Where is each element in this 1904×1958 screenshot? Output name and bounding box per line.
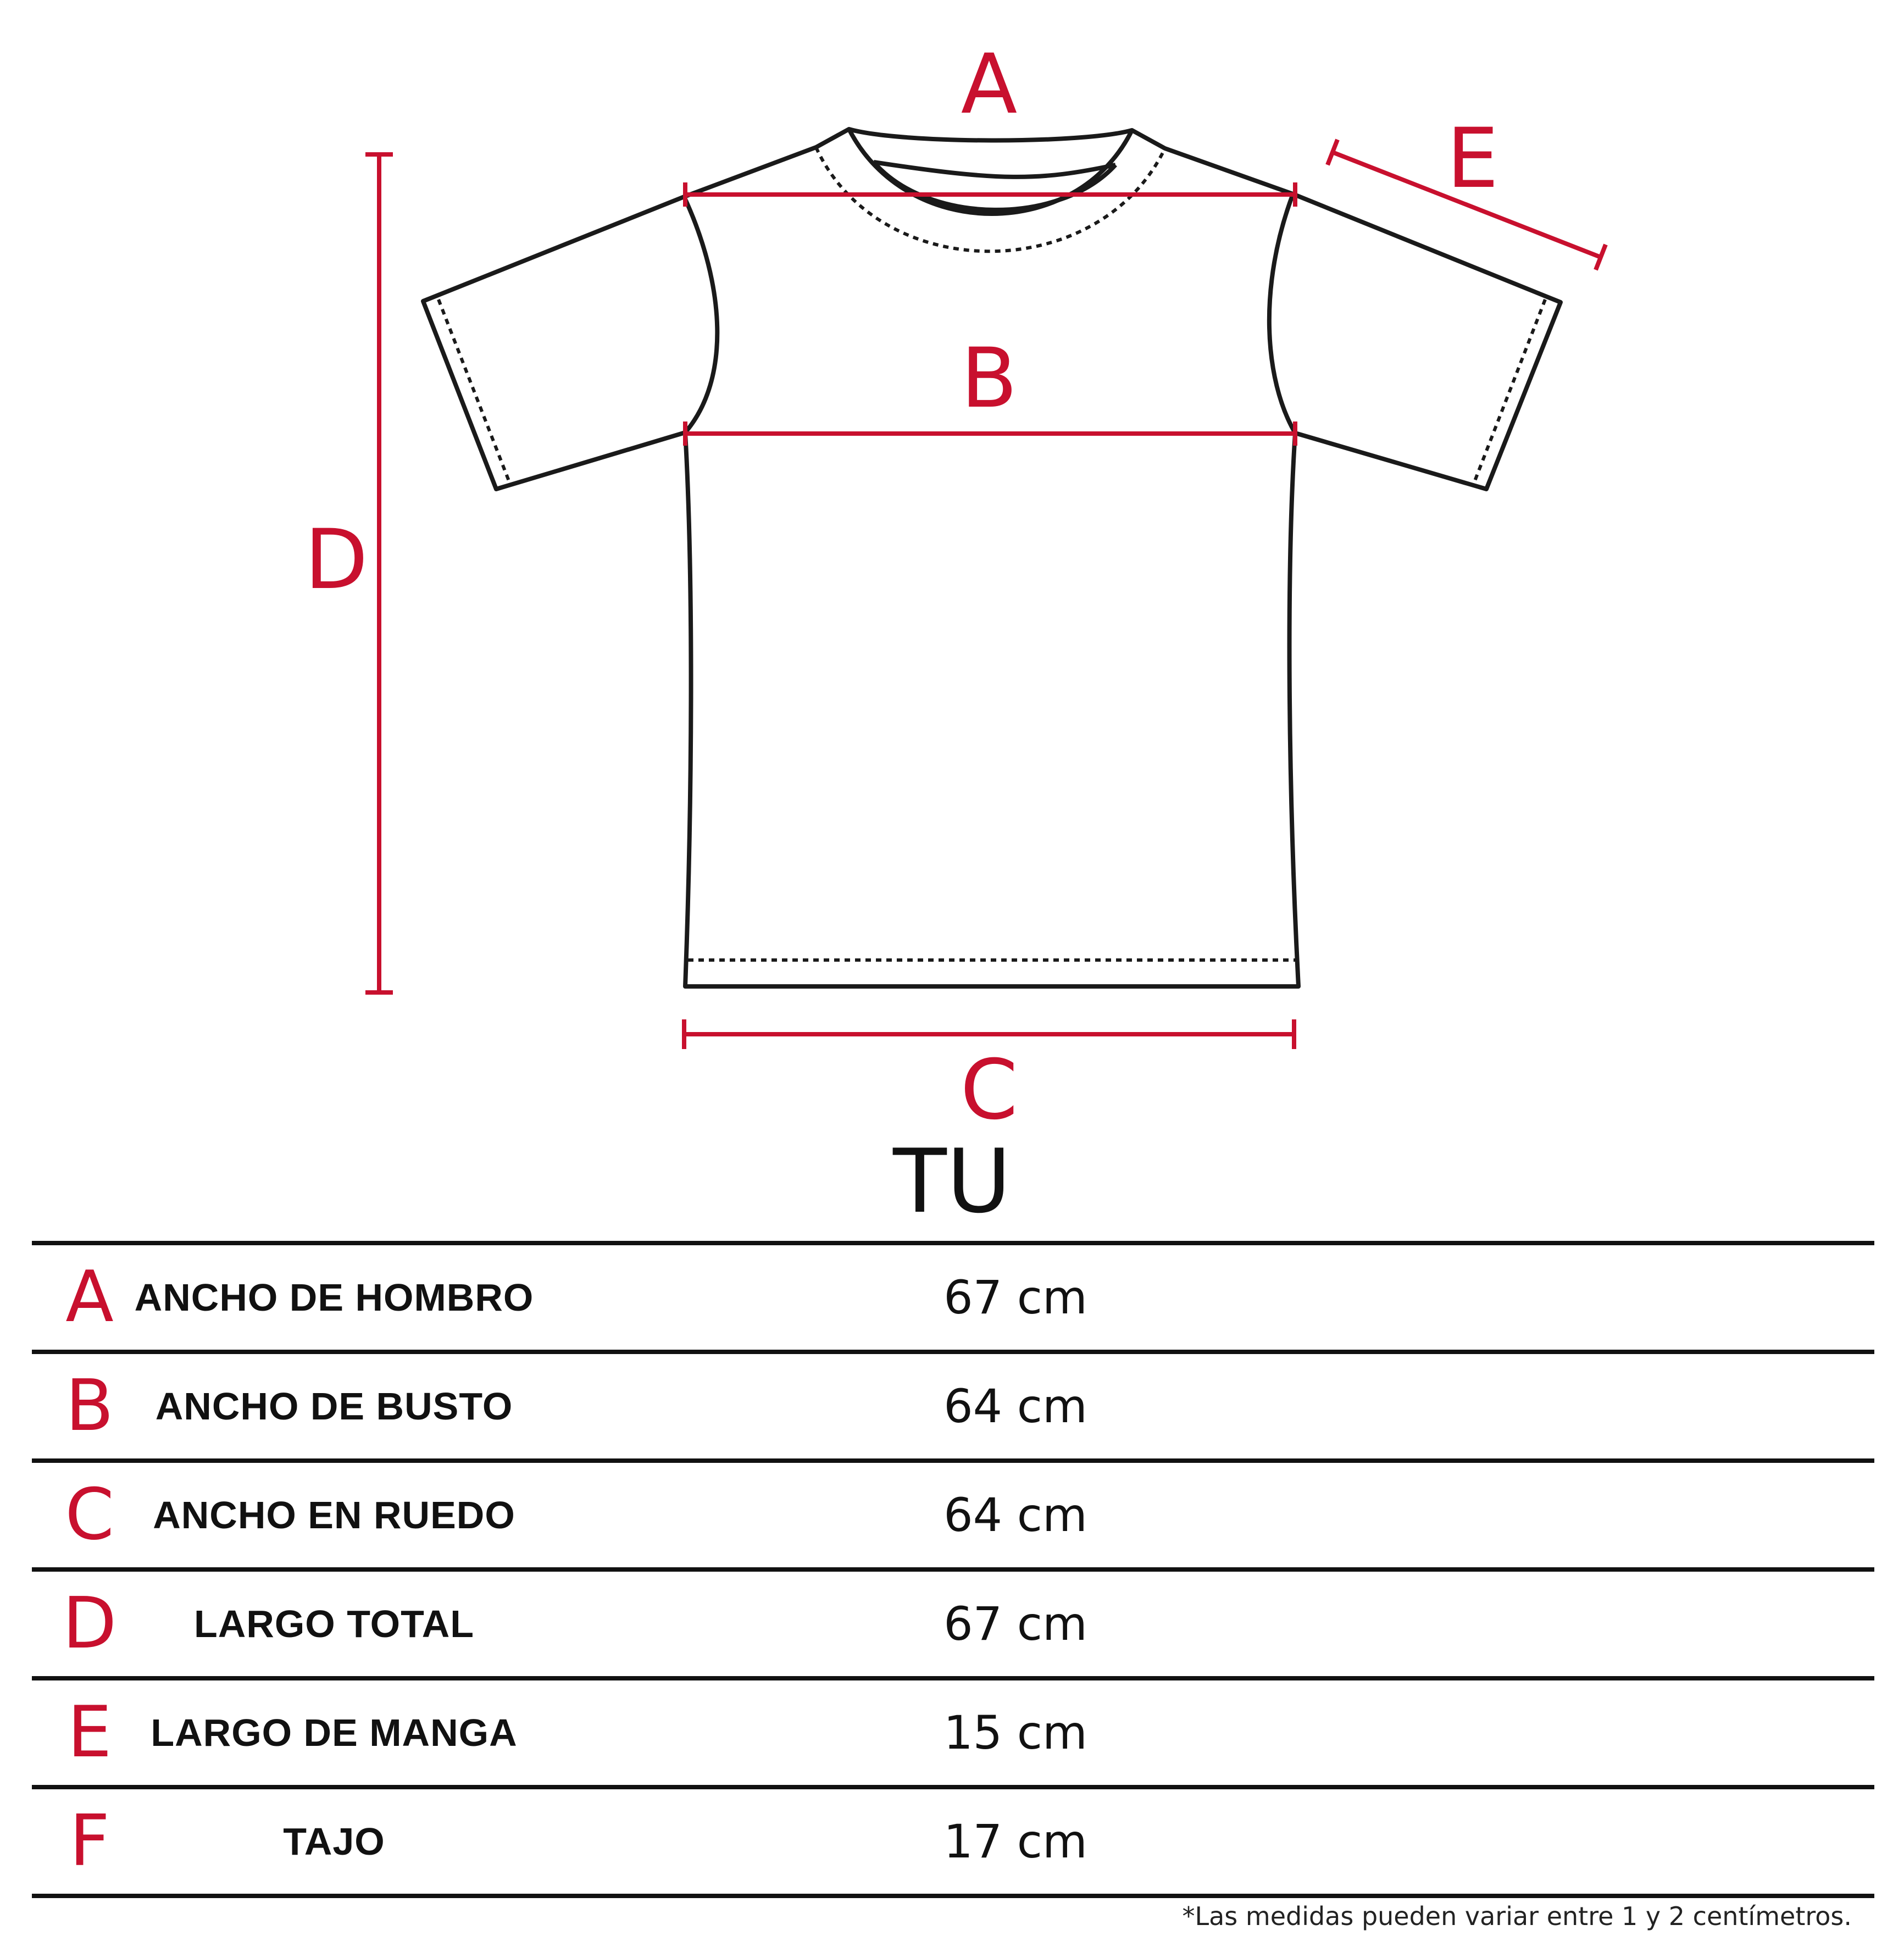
row-letter: A — [65, 1256, 114, 1338]
measure-lines — [365, 140, 1606, 1049]
table-divider — [32, 1241, 1874, 1245]
row-label: LARGO TOTAL — [193, 1602, 475, 1645]
size-table — [32, 1241, 1874, 1898]
collar-inner — [874, 162, 1115, 177]
table-row — [32, 1245, 1874, 1350]
row-value: 64 cm — [943, 1379, 1087, 1433]
row-letter: B — [65, 1365, 114, 1447]
row-letter: E — [67, 1691, 112, 1773]
table-divider — [32, 1676, 1874, 1680]
stitching — [438, 147, 1545, 960]
table-divider — [32, 1458, 1874, 1463]
dimension-letter-e: E — [1446, 111, 1499, 207]
row-letter: C — [65, 1474, 114, 1556]
row-value: 17 cm — [943, 1815, 1087, 1868]
size-label: TU — [893, 1130, 1011, 1233]
footnote: *Las medidas pueden variar entre 1 y 2 centímetros. — [1182, 1901, 1852, 1931]
row-value: 67 cm — [943, 1271, 1087, 1324]
table-row — [32, 1789, 1874, 1894]
table-row — [32, 1463, 1874, 1567]
row-letter: D — [62, 1583, 117, 1665]
dimension-letter-d: D — [304, 512, 368, 608]
row-label: ANCHO EN RUEDO — [153, 1494, 515, 1537]
table-divider — [32, 1350, 1874, 1354]
left-armhole — [684, 197, 717, 432]
row-label: ANCHO DE HOMBRO — [134, 1276, 534, 1319]
left-cuff-stitch — [438, 299, 510, 484]
table-divider — [32, 1894, 1874, 1898]
table-row — [32, 1680, 1874, 1785]
table-divider — [32, 1785, 1874, 1789]
row-label: LARGO DE MANGA — [151, 1711, 518, 1754]
table-row — [32, 1354, 1874, 1458]
tshirt-body — [423, 129, 1561, 986]
table-divider — [32, 1567, 1874, 1572]
row-value: 64 cm — [943, 1488, 1087, 1542]
table-row — [32, 1572, 1874, 1676]
row-value: 15 cm — [943, 1706, 1087, 1760]
row-label: TAJO — [283, 1820, 385, 1863]
row-value: 67 cm — [943, 1597, 1087, 1651]
dimension-letter-b: B — [961, 331, 1018, 426]
row-label: ANCHO DE BUSTO — [155, 1385, 513, 1428]
right-armhole — [1269, 194, 1295, 433]
right-cuff-stitch — [1474, 299, 1545, 484]
row-letter: F — [69, 1800, 110, 1882]
dimension-letter-a: A — [961, 37, 1018, 132]
tshirt-outline — [423, 129, 1561, 986]
dimension-letter-c: C — [960, 1042, 1018, 1138]
